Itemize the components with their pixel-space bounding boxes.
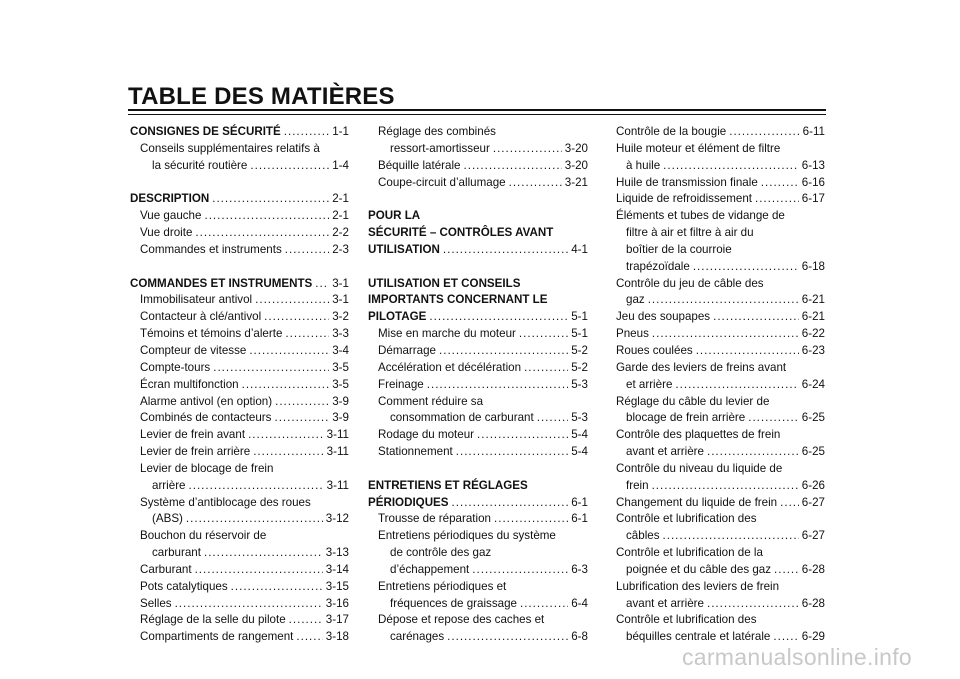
- toc-entry-title: avant et arrière: [626, 445, 704, 459]
- dot-leader: [452, 495, 569, 512]
- toc-continuation-line: Huile moteur et élément de filtre: [616, 141, 781, 155]
- toc-continuation-line: Réglage des combinés: [378, 125, 496, 138]
- toc-entry-title: Démarrage: [378, 343, 436, 357]
- toc-page-number: 5-2: [571, 343, 588, 357]
- dot-leader: [289, 612, 323, 629]
- dot-leader: [464, 158, 562, 175]
- dot-leader: [780, 495, 799, 512]
- toc-page-number: 3-18: [325, 630, 349, 644]
- toc-entry-title: fréquences de graissage: [390, 596, 517, 610]
- toc-page-number: 3-3: [332, 327, 349, 341]
- toc-section-heading: IMPORTANTS CONCERNANT LE: [368, 293, 548, 307]
- toc-entry-title: Liquide de refroidissement: [616, 192, 752, 206]
- toc-entry[interactable]: [368, 596, 588, 613]
- toc-entry[interactable]: [130, 478, 349, 495]
- toc-section-entry[interactable]: [368, 242, 588, 259]
- toc-entry[interactable]: [368, 511, 588, 528]
- toc-page-number: 5-1: [571, 310, 588, 324]
- toc-page-number: 6-27: [801, 529, 825, 543]
- toc-entry[interactable]: [130, 612, 349, 629]
- toc-page-number: 6-1: [571, 512, 588, 526]
- section-gap: [368, 461, 588, 478]
- dot-leader: [285, 242, 329, 259]
- toc-page-number: 5-2: [571, 360, 588, 374]
- dot-leader: [652, 326, 799, 343]
- toc-entry-title: Alarme antivol (en option): [140, 394, 273, 408]
- toc-entry[interactable]: [616, 410, 825, 427]
- toc-entry[interactable]: [368, 427, 588, 444]
- toc-page-number: 2-2: [332, 226, 349, 240]
- dot-leader: [249, 343, 329, 360]
- title-rule: [128, 109, 826, 115]
- toc-entry[interactable]: [616, 596, 825, 613]
- toc-page-number: 3-20: [564, 141, 588, 155]
- toc-entry-title: Stationnement: [378, 445, 453, 459]
- toc-entry-title: câbles: [626, 529, 660, 543]
- toc-column-3: [616, 124, 825, 646]
- toc-entry[interactable]: [130, 545, 349, 562]
- toc-entry-title: blocage de frein arrière: [626, 411, 746, 425]
- dot-leader: [264, 309, 329, 326]
- toc-entry-title: Combinés de contacteurs: [140, 411, 272, 425]
- toc-entry-title: et arrière: [626, 377, 673, 391]
- dot-leader: [713, 309, 799, 326]
- toc-entry[interactable]: [616, 562, 825, 579]
- section-gap: [130, 175, 349, 192]
- dot-leader: [520, 596, 568, 613]
- toc-entry[interactable]: [616, 478, 825, 495]
- toc-entry-title: COMMANDES ET INSTRUMENTS: [130, 276, 313, 290]
- toc-entry[interactable]: [130, 511, 349, 528]
- toc-entry-title: avant et arrière: [626, 596, 704, 610]
- toc-page-number: 3-16: [325, 596, 349, 610]
- toc-column-1: [130, 124, 349, 646]
- toc-entry[interactable]: [616, 326, 825, 343]
- toc-page-number: 3-21: [564, 175, 588, 189]
- dot-leader: [696, 343, 799, 360]
- dot-leader: [755, 191, 799, 208]
- dot-leader: [648, 292, 799, 309]
- dot-leader: [274, 410, 329, 427]
- toc-page-number: 6-16: [801, 175, 825, 189]
- dot-leader: [429, 309, 568, 326]
- toc-page-number: 3-11: [326, 478, 349, 492]
- toc-entry-title: carburant: [152, 546, 201, 560]
- toc-entry-title: Témoins et témoins d’alerte: [140, 327, 283, 341]
- toc-page-number: 6-27: [801, 495, 825, 509]
- dot-leader: [493, 141, 562, 158]
- toc-page-number: 6-25: [801, 411, 825, 425]
- dot-leader: [477, 427, 568, 444]
- section-gap: [368, 191, 588, 208]
- toc-entry[interactable]: [616, 292, 825, 309]
- toc-page-number: 3-1: [332, 276, 349, 290]
- toc-section-entry[interactable]: [130, 191, 349, 208]
- toc-entry[interactable]: [616, 191, 825, 208]
- toc-entry[interactable]: [368, 444, 588, 461]
- toc-entry-title: arrière: [152, 478, 186, 492]
- toc-page-number: 1-1: [332, 125, 349, 138]
- toc-page-number: 6-29: [801, 630, 825, 644]
- toc-entry-title: Pots catalytiques: [140, 579, 228, 593]
- toc-entry[interactable]: [616, 259, 825, 276]
- toc-continuation-line: Entretiens périodiques du système: [378, 529, 556, 543]
- toc-continuation-line: Entretiens périodiques et: [378, 579, 507, 593]
- toc-continuation-line: Contrôle et lubrification de la: [616, 546, 763, 560]
- toc-section-entry[interactable]: [368, 495, 588, 512]
- toc-page-number: 6-13: [801, 158, 825, 172]
- toc-page-number: 6-4: [571, 596, 588, 610]
- toc-page-number: 5-4: [571, 428, 588, 442]
- toc-continuation-line: filtre à air et filtre à air du: [626, 226, 754, 240]
- toc-continuation-line: Contrôle du jeu de câble des: [616, 276, 764, 290]
- toc-entry[interactable]: [130, 377, 349, 394]
- toc-page-number: 6-28: [801, 562, 825, 576]
- toc-entry[interactable]: [130, 225, 349, 242]
- toc-entry-title: Pneus: [616, 327, 649, 341]
- toc-entry[interactable]: [616, 175, 825, 192]
- toc-page-number: 6-25: [801, 445, 825, 459]
- toc-page-number: 3-11: [326, 445, 349, 459]
- dot-leader: [693, 259, 799, 276]
- toc-page-number: 2-3: [332, 242, 349, 256]
- toc-page-number: 2-1: [332, 209, 349, 223]
- toc-continuation-line: Contrôle des plaquettes de frein: [616, 428, 781, 442]
- dot-leader: [707, 596, 799, 613]
- dot-leader: [519, 326, 568, 343]
- toc-page-number: 3-15: [325, 579, 349, 593]
- toc-entry-title: Compartiments de rangement: [140, 630, 294, 644]
- dot-leader: [204, 545, 323, 562]
- toc-page-number: 3-20: [564, 158, 588, 172]
- toc-entry-title: Contrôle de la bougie: [616, 125, 727, 138]
- toc-entry[interactable]: [130, 309, 349, 326]
- toc-page-number: 6-26: [801, 478, 825, 492]
- toc-continuation-line: Bouchon du réservoir de: [140, 529, 267, 543]
- toc-entry[interactable]: [130, 562, 349, 579]
- toc-page-number: 5-1: [571, 327, 588, 341]
- toc-section-heading: UTILISATION ET CONSEILS: [368, 276, 521, 290]
- toc-section-heading: ENTRETIENS ET RÉGLAGES: [368, 478, 528, 492]
- toc-continuation-line: Contrôle du niveau du liquide de: [616, 461, 783, 475]
- section-gap: [368, 259, 588, 276]
- toc-entry-title: Changement du liquide de frein: [616, 495, 778, 509]
- toc-entry[interactable]: [130, 629, 349, 646]
- toc-entry-title: Coupe-circuit d’allumage: [378, 175, 506, 189]
- toc-entry[interactable]: [616, 309, 825, 326]
- dot-leader: [189, 478, 324, 495]
- toc-continuation-line: boîtier de la courroie: [626, 242, 732, 256]
- toc-entry[interactable]: [130, 242, 349, 259]
- toc-continuation-line: de contrôle des gaz: [390, 546, 492, 560]
- toc-entry[interactable]: [368, 175, 588, 192]
- toc-entry[interactable]: [368, 343, 588, 360]
- toc-entry-title: poignée et du câble des gaz: [626, 562, 772, 576]
- dot-leader: [296, 629, 322, 646]
- page-title: TABLE DES MATIÈRES: [128, 83, 395, 110]
- toc-entry[interactable]: [368, 326, 588, 343]
- toc-section-heading: SÉCURITÉ – CONTRÔLES AVANT: [368, 226, 554, 240]
- toc-section-heading: POUR LA: [368, 209, 421, 223]
- toc-entry[interactable]: [130, 360, 349, 377]
- dot-leader: [250, 158, 329, 175]
- toc-entry[interactable]: [130, 579, 349, 596]
- toc-continuation-line: Réglage du câble du levier de: [616, 394, 770, 408]
- toc-page-number: 3-14: [325, 562, 349, 576]
- dot-leader: [748, 410, 799, 427]
- toc-page-number: 3-5: [332, 360, 349, 374]
- dot-leader: [212, 191, 329, 208]
- toc-entry-title: Accélération et décélération: [378, 360, 522, 374]
- dot-leader: [186, 511, 323, 528]
- dot-leader: [456, 444, 568, 461]
- toc-page-number: 6-24: [801, 377, 825, 391]
- toc-entry-title: consommation de carburant: [390, 411, 534, 425]
- toc-continuation-line: Contrôle et lubrification des: [616, 613, 757, 627]
- dot-leader: [255, 292, 329, 309]
- toc-entry[interactable]: [130, 394, 349, 411]
- toc-entry-title: Roues coulées: [616, 343, 693, 357]
- toc-page-number: 3-5: [332, 377, 349, 391]
- dot-leader: [284, 124, 329, 141]
- toc-entry[interactable]: [616, 377, 825, 394]
- toc-page-number: 6-18: [801, 259, 825, 273]
- toc-entry[interactable]: [368, 141, 588, 158]
- dot-leader: [315, 276, 329, 293]
- toc-entry-title: à huile: [626, 158, 661, 172]
- toc-entry[interactable]: [616, 528, 825, 545]
- toc-continuation-line: Contrôle et lubrification des: [616, 512, 757, 526]
- toc-entry-title: Mise en marche du moteur: [378, 327, 516, 341]
- dot-leader: [537, 410, 569, 427]
- toc-entry-title: DESCRIPTION: [130, 192, 210, 206]
- dot-leader: [195, 225, 329, 242]
- toc-entry[interactable]: [368, 629, 588, 646]
- watermark-text: carmanualsonline.info: [681, 644, 912, 670]
- toc-entry[interactable]: [616, 495, 825, 512]
- toc-entry-title: Vue droite: [140, 226, 193, 240]
- dot-leader: [275, 394, 329, 411]
- section-gap: [130, 259, 349, 276]
- toc-continuation-line: Comment réduire sa: [378, 394, 484, 408]
- toc-continuation-line: Conseils supplémentaires relatifs à: [140, 141, 320, 155]
- dot-leader: [675, 377, 798, 394]
- toc-entry-title: d’échappement: [390, 562, 470, 576]
- toc-entry-title: gaz: [626, 293, 645, 307]
- dot-leader: [447, 629, 568, 646]
- toc-page-number: 6-11: [802, 125, 825, 138]
- toc-entry[interactable]: [130, 326, 349, 343]
- dot-leader: [761, 175, 799, 192]
- toc-entry-title: Freinage: [378, 377, 424, 391]
- dot-leader: [729, 124, 799, 141]
- dot-leader: [231, 579, 323, 596]
- dot-leader: [494, 511, 568, 528]
- toc-entry[interactable]: [368, 377, 588, 394]
- toc-entry-title: Selles: [140, 596, 172, 610]
- toc-entry[interactable]: [368, 410, 588, 427]
- toc-page-number: 6-21: [801, 310, 825, 324]
- toc-page-number: 6-8: [571, 630, 588, 644]
- toc-entry[interactable]: [130, 410, 349, 427]
- dot-leader: [204, 208, 329, 225]
- toc-page-number: 6-1: [571, 495, 588, 509]
- dot-leader: [213, 360, 329, 377]
- toc-entry[interactable]: [616, 158, 825, 175]
- toc-page-number: 6-3: [571, 562, 588, 576]
- toc-page-number: 5-3: [571, 411, 588, 425]
- toc-entry[interactable]: [368, 158, 588, 175]
- toc-entry[interactable]: [130, 158, 349, 175]
- toc-entry-title: (ABS): [152, 512, 183, 526]
- toc-page-number: 3-4: [332, 343, 349, 357]
- toc-entry-title: PÉRIODIQUES: [368, 495, 449, 509]
- toc-page-number: 3-9: [332, 411, 349, 425]
- toc-entry-title: Écran multifonction: [140, 377, 239, 391]
- toc-section-entry[interactable]: [130, 124, 349, 141]
- dot-leader: [285, 326, 329, 343]
- toc-entry[interactable]: [130, 343, 349, 360]
- toc-page-number: 3-17: [325, 613, 349, 627]
- toc-entry[interactable]: [616, 124, 825, 141]
- toc-continuation-line: Éléments et tubes de vidange de: [616, 209, 785, 223]
- toc-page-number: 3-13: [325, 546, 349, 560]
- toc-continuation-line: Système d’antiblocage des roues: [140, 495, 311, 509]
- toc-entry-title: Rodage du moteur: [378, 428, 475, 442]
- toc-page-number: 5-3: [571, 377, 588, 391]
- toc-entry-title: Vue gauche: [140, 209, 202, 223]
- toc-entry-title: carénages: [390, 630, 445, 644]
- toc-entry-title: CONSIGNES DE SÉCURITÉ: [130, 125, 281, 138]
- toc-entry-title: la sécurité routière: [152, 158, 248, 172]
- dot-leader: [707, 444, 799, 461]
- toc-page-number: 6-17: [801, 192, 825, 206]
- dot-leader: [652, 478, 799, 495]
- toc-continuation-line: Dépose et repose des caches et: [378, 613, 545, 627]
- dot-leader: [509, 175, 562, 192]
- dot-leader: [663, 528, 799, 545]
- toc-page-number: 3-9: [332, 394, 349, 408]
- toc-entry-title: Compteur de vitesse: [140, 343, 247, 357]
- toc-page-number: 4-1: [571, 242, 588, 256]
- toc-entry-title: Commandes et instruments: [140, 242, 282, 256]
- toc-page-number: 6-28: [801, 596, 825, 610]
- dot-leader: [427, 377, 568, 394]
- toc-entry-title: frein: [626, 478, 649, 492]
- toc-entry[interactable]: [130, 208, 349, 225]
- dot-leader: [248, 427, 324, 444]
- toc-continuation-line: Garde des leviers de freins avant: [616, 360, 787, 374]
- toc-entry-title: Trousse de réparation: [378, 512, 491, 526]
- toc-page-number: 2-1: [332, 192, 349, 206]
- dot-leader: [524, 360, 568, 377]
- toc-entry[interactable]: [616, 343, 825, 360]
- toc-entry[interactable]: [130, 444, 349, 461]
- toc-page-number: 3-12: [325, 512, 349, 526]
- dot-leader: [253, 444, 323, 461]
- toc-entry-title: Carburant: [140, 562, 192, 576]
- toc-entry-title: PILOTAGE: [368, 310, 427, 324]
- toc-entry[interactable]: [130, 427, 349, 444]
- toc-entry[interactable]: [368, 562, 588, 579]
- toc-entry-title: Réglage de la selle du pilote: [140, 613, 286, 627]
- toc-page-number: 3-1: [332, 293, 349, 307]
- toc-continuation-line: Levier de blocage de frein: [140, 461, 274, 475]
- toc-entry-title: Contacteur à clé/antivol: [140, 310, 262, 324]
- toc-entry-title: Immobilisateur antivol: [140, 293, 253, 307]
- toc-entry-title: béquilles centrale et latérale: [626, 630, 771, 644]
- toc-entry[interactable]: [130, 596, 349, 613]
- toc-entry-title: Compte-tours: [140, 360, 211, 374]
- dot-leader: [443, 242, 568, 259]
- toc-entry[interactable]: [368, 360, 588, 377]
- toc-page-number: 1-4: [332, 158, 349, 172]
- toc-column-2: [368, 124, 588, 646]
- toc-entry-title: Levier de frein arrière: [140, 445, 251, 459]
- dot-leader: [774, 562, 799, 579]
- dot-leader: [175, 596, 323, 613]
- toc-entry-title: Béquille latérale: [378, 158, 461, 172]
- toc-page-number: 6-22: [801, 327, 825, 341]
- toc-entry[interactable]: [616, 444, 825, 461]
- toc-entry-title: UTILISATION: [368, 242, 440, 256]
- toc-page-number: 6-21: [801, 293, 825, 307]
- toc-entry-title: trapézoïdale: [626, 259, 690, 273]
- toc-entry[interactable]: [130, 292, 349, 309]
- toc-continuation-line: Lubrification des leviers de frein: [616, 579, 780, 593]
- toc-page-number: 6-23: [801, 343, 825, 357]
- dot-leader: [195, 562, 323, 579]
- toc-entry-title: Levier de frein avant: [140, 428, 246, 442]
- dot-leader: [242, 377, 330, 394]
- toc-section-entry[interactable]: [130, 276, 349, 293]
- dot-leader: [663, 158, 799, 175]
- toc-page-number: 3-2: [332, 310, 349, 324]
- toc-page-number: 5-4: [571, 445, 588, 459]
- toc-entry-title: Jeu des soupapes: [616, 310, 711, 324]
- toc-section-entry[interactable]: [368, 309, 588, 326]
- toc-entry-title: ressort-amortisseur: [390, 141, 490, 155]
- toc-page-number: 3-11: [326, 428, 349, 442]
- dot-leader: [472, 562, 568, 579]
- dot-leader: [439, 343, 568, 360]
- toc-entry-title: Huile de transmission finale: [616, 175, 758, 189]
